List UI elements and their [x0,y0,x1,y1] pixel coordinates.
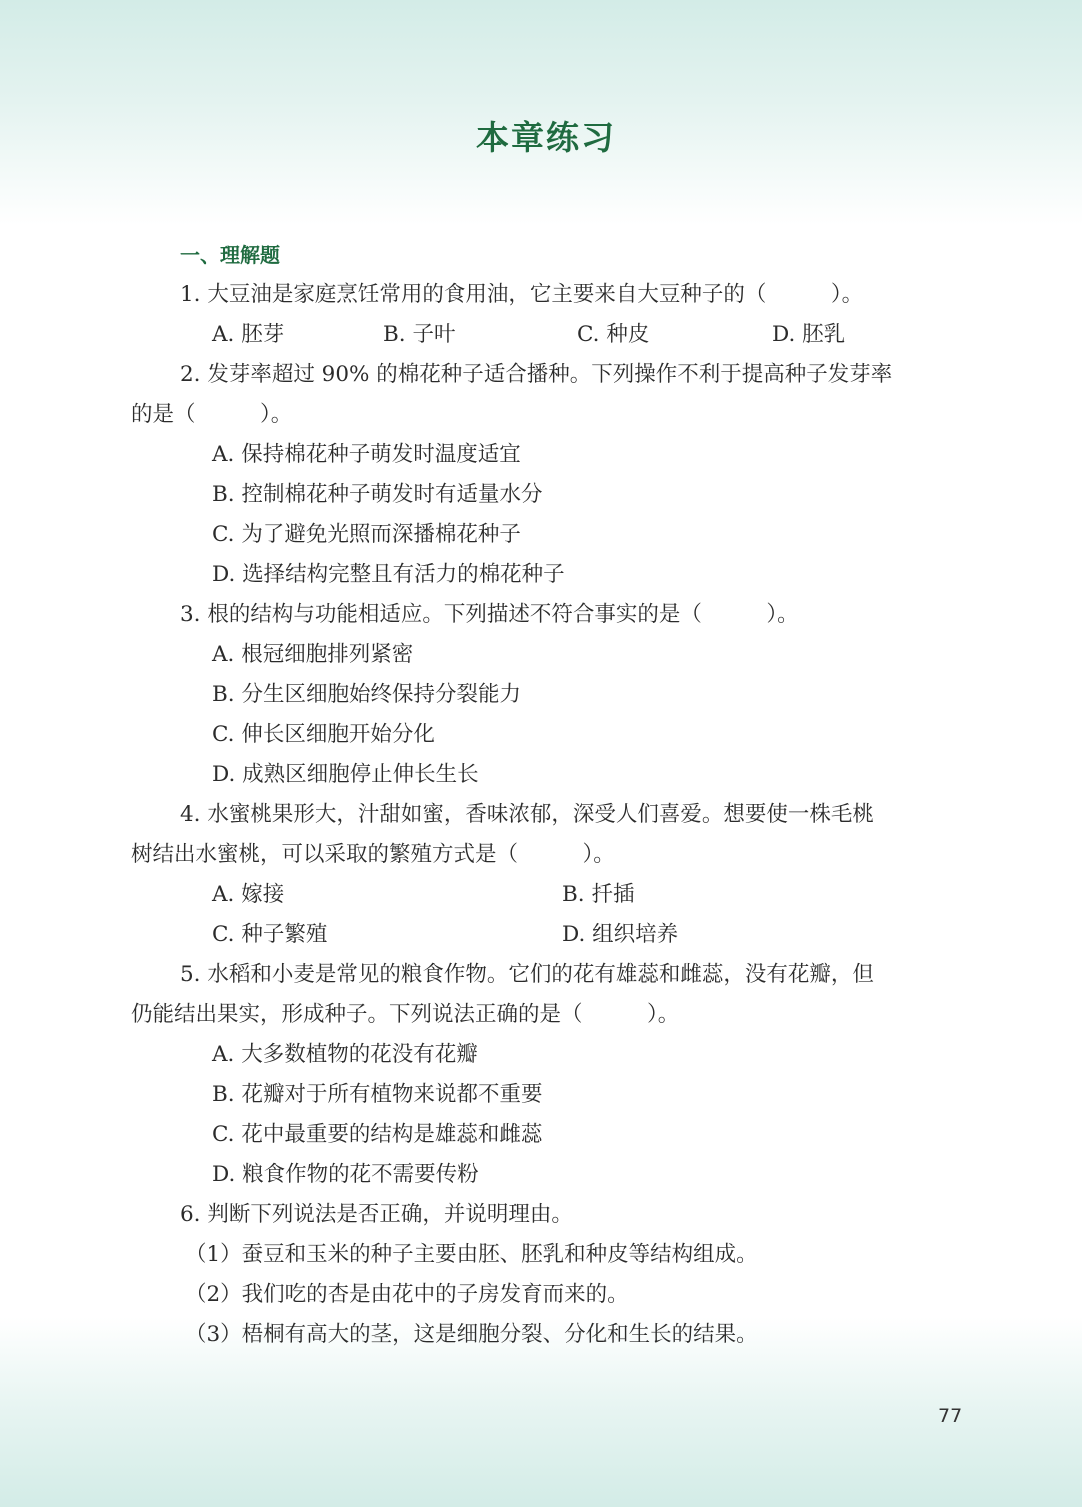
question-4-option-c: C. 种子繁殖 [212,922,328,947]
question-6-item-3: （3）梧桐有高大的茎，这是细胞分裂、分化和生长的结果。 [185,1322,758,1347]
question-1-option-b: B. 子叶 [383,322,456,347]
question-2-option-c: C. 为了避免光照而深播棉花种子 [212,522,521,547]
question-4-stem-line-1: 4. 水蜜桃果形大，汁甜如蜜，香味浓郁，深受人们喜爱。想要使一株毛桃 [180,802,874,827]
question-5-stem-line-1: 5. 水稻和小麦是常见的粮食作物。它们的花有雄蕊和雌蕊，没有花瓣，但 [180,962,874,987]
question-5-option-c: C. 花中最重要的结构是雄蕊和雌蕊 [212,1122,543,1147]
question-3-stem: 3. 根的结构与功能相适应。下列描述不符合事实的是（ ）。 [180,602,799,627]
question-4-option-b: B. 扦插 [562,882,635,907]
page-number: 77 [938,1405,963,1427]
question-2-option-d: D. 选择结构完整且有活力的棉花种子 [212,562,565,587]
question-1-option-a: A. 胚芽 [212,322,285,347]
question-2-option-a: A. 保持棉花种子萌发时温度适宜 [212,442,521,467]
question-3-option-c: C. 伸长区细胞开始分化 [212,722,435,747]
question-1-option-c: C. 种皮 [577,322,650,347]
section-heading: 一、理解题 [180,243,280,267]
question-4-option-a: A. 嫁接 [212,882,285,907]
question-6-item-1: （1）蚕豆和玉米的种子主要由胚、胚乳和种皮等结构组成。 [185,1242,758,1267]
question-1-option-d: D. 胚乳 [772,322,846,347]
chapter-exercise-title: 本章练习 [476,118,616,157]
question-1-stem: 1. 大豆油是家庭烹饪常用的食用油，它主要来自大豆种子的（ ）。 [180,282,864,307]
question-5-option-a: A. 大多数植物的花没有花瓣 [212,1042,478,1067]
question-3-option-d: D. 成熟区细胞停止伸长生长 [212,762,479,787]
question-6-stem: 6. 判断下列说法是否正确，并说明理由。 [180,1202,573,1227]
question-2-stem-line-1: 2. 发芽率超过 90% 的棉花种子适合播种。下列操作不利于提高种子发芽率 [180,362,893,387]
question-5-option-b: B. 花瓣对于所有植物来说都不重要 [212,1082,543,1107]
question-2-option-b: B. 控制棉花种子萌发时有适量水分 [212,482,543,507]
question-5-stem-line-2: 仍能结出果实，形成种子。下列说法正确的是（ ）。 [131,1002,680,1027]
question-5-option-d: D. 粮食作物的花不需要传粉 [212,1162,479,1187]
question-2-stem-line-2: 的是（ ）。 [131,402,293,427]
question-6-item-2: （2）我们吃的杏是由花中的子房发育而来的。 [185,1282,629,1307]
question-3-option-a: A. 根冠细胞排列紧密 [212,642,414,667]
question-4-option-d: D. 组织培养 [562,922,679,947]
question-4-stem-line-2: 树结出水蜜桃，可以采取的繁殖方式是（ ）。 [131,842,615,867]
question-3-option-b: B. 分生区细胞始终保持分裂能力 [212,682,521,707]
